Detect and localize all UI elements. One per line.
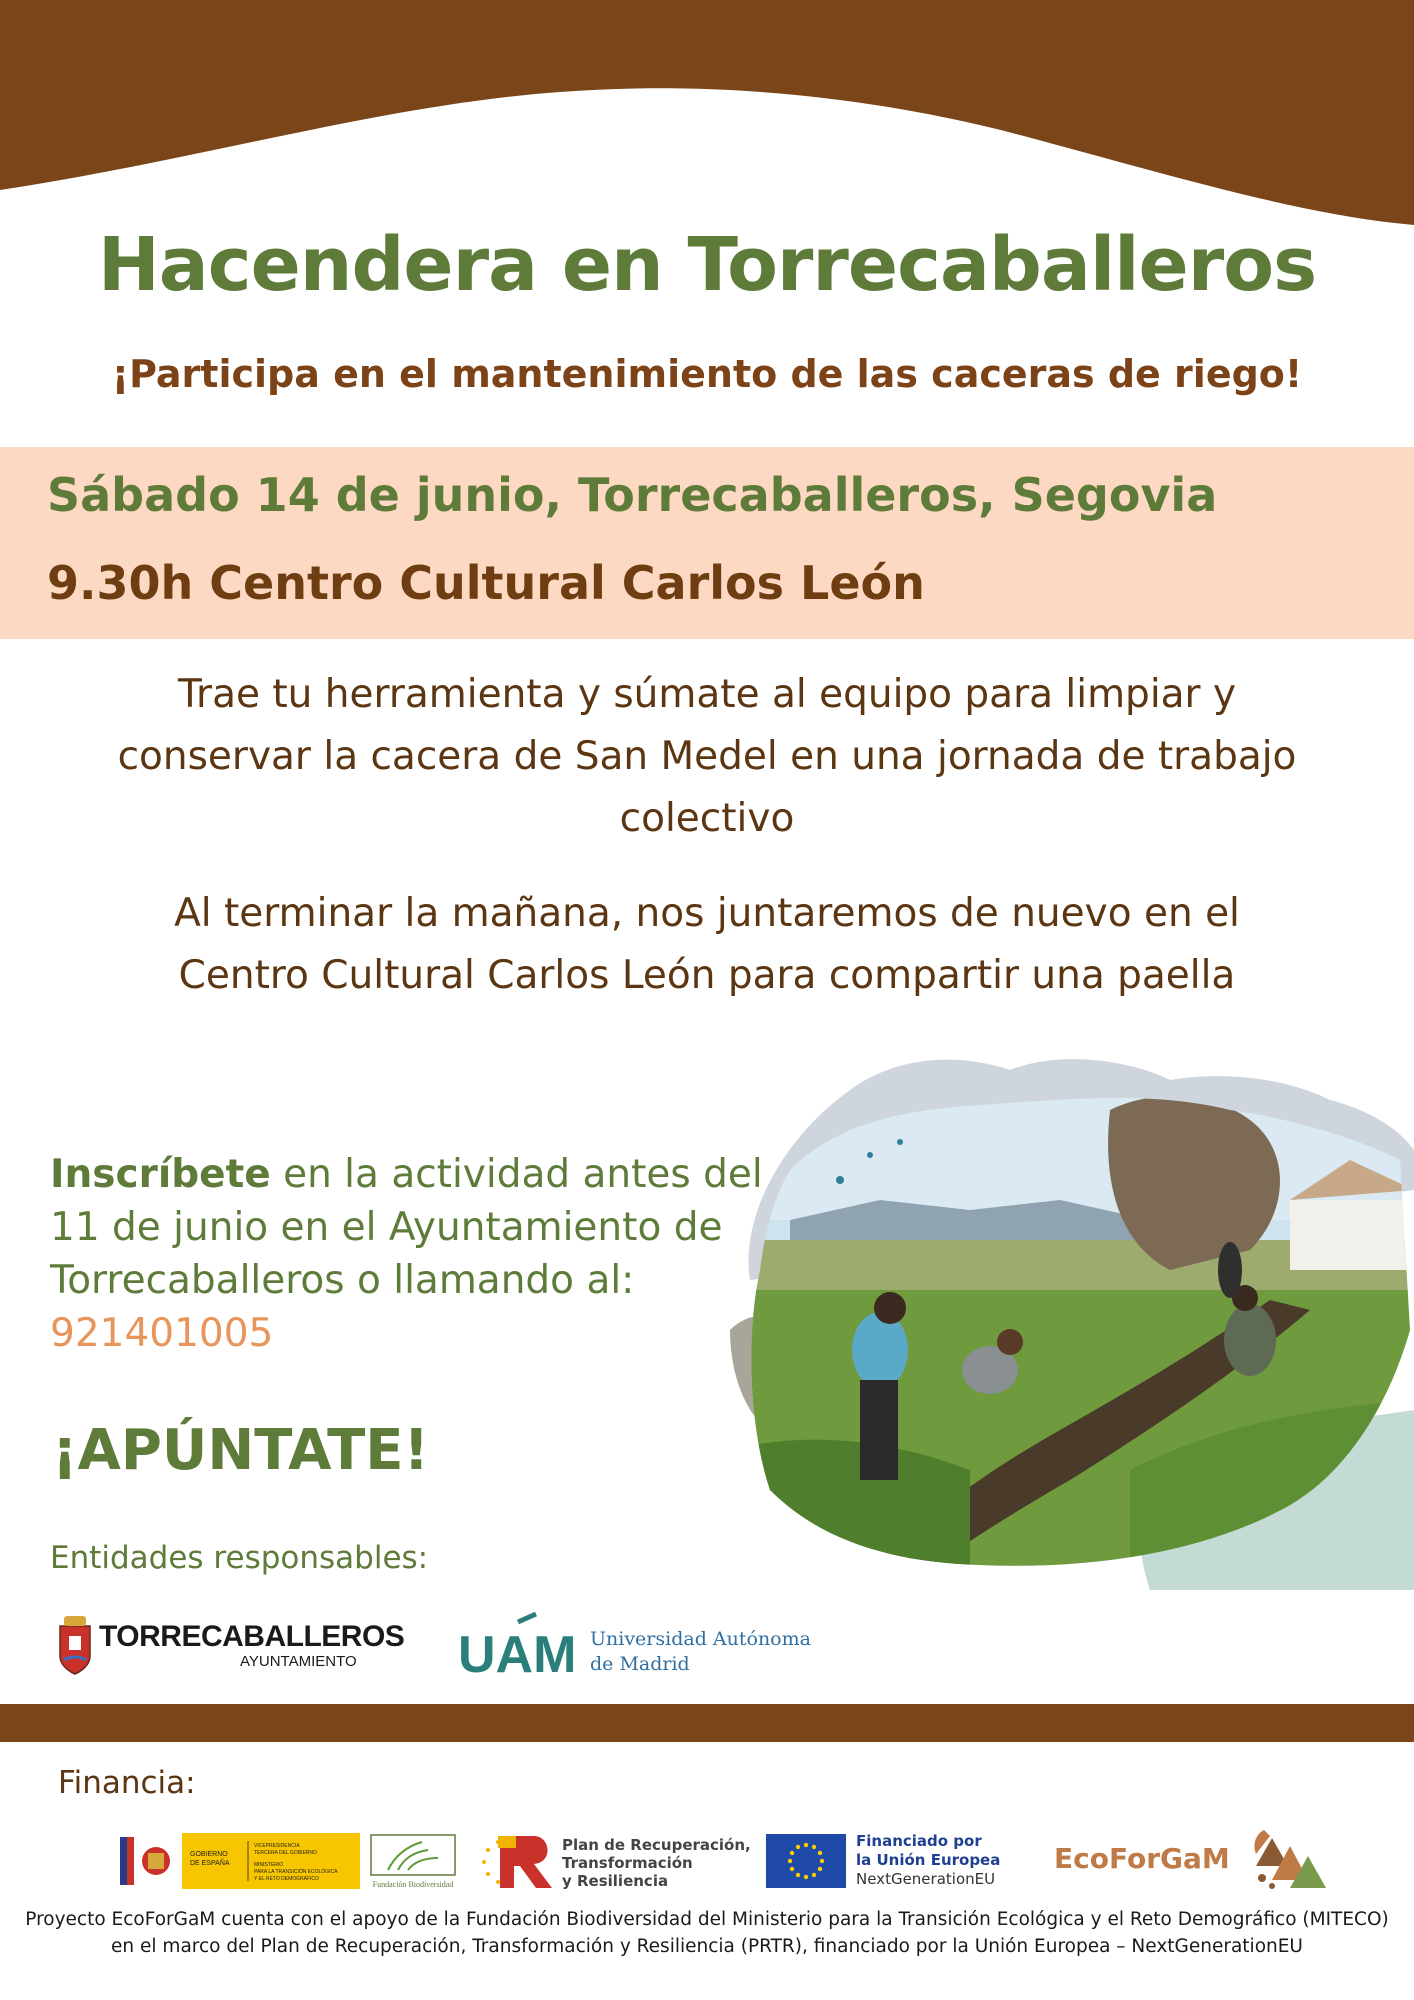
page-subtitle: ¡Participa en el mantenimiento de las caceras de riego!	[111, 352, 1303, 396]
eu-line2: la Unión Europea	[856, 1851, 1001, 1869]
entities-label: Entidades responsables:	[50, 1540, 429, 1576]
ecoforgam-wordmark	[1054, 1842, 1230, 1875]
prtr-text	[562, 1836, 751, 1890]
svg-text:TERCERA DEL GOBIERNO: TERCERA DEL GOBIERNO	[254, 1850, 317, 1856]
svg-text:Y EL RETO DEMOGRÁFICO: Y EL RETO DEMOGRÁFICO	[254, 1876, 319, 1882]
uam-name-line1: Universidad Autónoma	[590, 1628, 811, 1650]
funding-label: Financia:	[58, 1765, 196, 1801]
prtr-line1: Plan de Recuperación,	[562, 1836, 751, 1854]
uam-name-line2: de Madrid	[590, 1653, 690, 1675]
description-paragraph-1: Trae tu herramienta y súmate al equipo para limpiar y conservar la cacera de San Medel en una jornada de trabajo colectivo	[117, 672, 1297, 841]
svg-text:GOBIERNO: GOBIERNO	[190, 1851, 228, 1858]
uam-logo	[458, 1612, 578, 1678]
svg-text:Fundación Biodiversidad: Fundación Biodiversidad	[372, 1880, 454, 1889]
prtr-line2: Transformación	[562, 1854, 693, 1872]
torrecaballeros-subtitle: AYUNTAMIENTO	[240, 1653, 357, 1670]
ecoforgam-logo-icon	[1250, 1826, 1328, 1892]
signup-text: en la actividad antes del 11 de junio en el Ayuntamiento de Torrecaballeros o llamando al:	[50, 1152, 763, 1303]
event-photo	[730, 1050, 1414, 1590]
funding-footnote: Proyecto EcoForGaM cuenta con el apoyo de la Fundación Biodiversidad del Ministerio para la Transición Ecológica y el Reto Demográfico (MITECO) en el marco del Plan de Recuperación, Transformación y Resiliencia (PRTR), financiado por la Unión Europea – NextGenerationEU	[25, 1909, 1389, 1957]
svg-text:MINISTERIO: MINISTERIO	[254, 1862, 284, 1868]
fundacion-biodiversidad-logo	[370, 1834, 456, 1890]
eu-line1: Financiado por	[856, 1832, 982, 1850]
bottom-band	[0, 1704, 1414, 1742]
gobierno-espana-logo	[118, 1833, 360, 1889]
event-date-place: Sábado 14 de junio, Torrecaballeros, Segovia	[47, 468, 1218, 522]
svg-text:VICEPRESIDENCIA: VICEPRESIDENCIA	[254, 1843, 300, 1849]
eco-part1: EcoFor	[1054, 1842, 1160, 1875]
description-paragraph-2: Al terminar la mañana, nos juntaremos de nuevo en el Centro Cultural Carlos León para compartir una paella	[174, 891, 1240, 998]
signup-lead: Inscríbete	[50, 1152, 271, 1197]
signup-phone[interactable]: 921401005	[50, 1311, 274, 1356]
svg-text:DE ESPAÑA: DE ESPAÑA	[190, 1860, 230, 1867]
eu-line3: NextGenerationEU	[856, 1870, 996, 1888]
prtr-line3: y Resiliencia	[562, 1872, 669, 1890]
signup-cta: ¡APÚNTATE!	[52, 1418, 430, 1483]
torrecaballeros-name: TORRECABALLEROS	[99, 1620, 405, 1653]
eu-flag-icon	[766, 1834, 846, 1888]
signup-info	[50, 1148, 790, 1360]
top-wave-banner	[0, 0, 1414, 240]
page-title: Hacendera en Torrecaballeros	[97, 222, 1317, 308]
uam-short: UAM	[458, 1626, 577, 1678]
eco-part2: GaM	[1160, 1842, 1230, 1875]
event-time-venue: 9.30h Centro Cultural Carlos León	[47, 556, 925, 610]
svg-text:PARA LA TRANSICIÓN ECOLÓGICA: PARA LA TRANSICIÓN ECOLÓGICA	[254, 1869, 338, 1875]
eu-funding-text	[856, 1832, 1000, 1889]
